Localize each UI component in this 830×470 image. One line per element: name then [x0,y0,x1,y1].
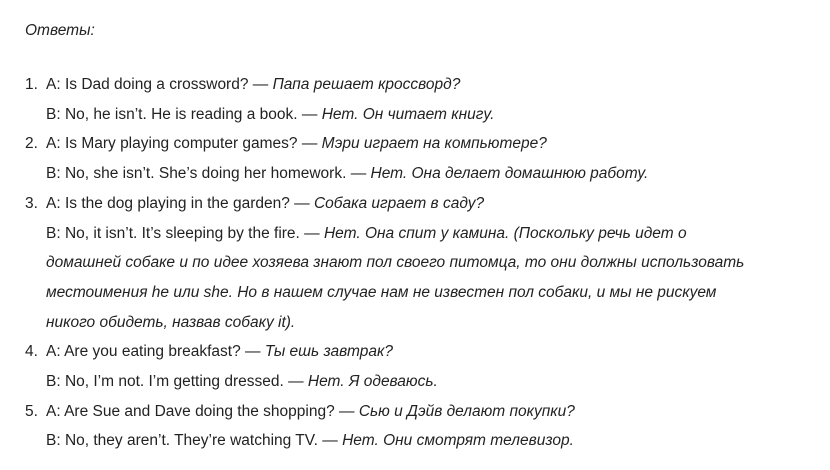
answer-ru: Нет. Он читает книгу. [321,105,495,123]
list-item [0,337,830,396]
item-number: 4. [25,343,38,361]
list-item [0,129,830,188]
answer-en: B: No, they aren’t. They’re watching TV. — [46,432,343,450]
answers-list [0,70,830,456]
item-number: 3. [25,194,38,212]
answers-heading: Ответы: [25,22,95,39]
item-number: 2. [25,135,38,153]
question-ru: Ты ешь завтрак? [264,343,393,361]
answer-en: B: No, I’m not. I’m getting dressed. — [46,373,308,391]
list-item [0,70,830,129]
question-en: A: Are you eating breakfast? — [46,343,265,361]
list-item [0,397,830,456]
list-item [0,189,830,338]
question-line [46,397,830,427]
question-ru: Папа решает кроссворд? [272,76,461,93]
answer-note-line: местоимения he или she. Но в нашем случае нам не известен пол собаки, и мы не рискуем [46,283,717,301]
question-line [46,129,830,159]
question-line [46,337,830,367]
question-en: A: Is Dad doing a crossword? — [46,76,273,93]
answer-note-line: никого обидеть, назвав собаку it). [46,313,296,331]
answer-line [46,219,830,249]
question-ru: Собака играет в саду? [313,194,485,212]
answer-en: B: No, she isn’t. She’s doing her homework. — [46,165,371,183]
question-en: A: Are Sue and Dave doing the shopping? — [46,402,359,420]
answer-ru: Нет. Она делает домашнюю работу. [370,165,649,183]
item-number: 5. [25,402,38,420]
question-ru: Сью и Дэйв делают покупки? [358,402,575,420]
answer-en: B: No, he isn’t. He is reading a book. — [46,105,322,123]
question-en: A: Is Mary playing computer games? — [46,135,322,153]
answer-ru: Нет. Я одеваюсь. [307,373,438,391]
question-en: A: Is the dog playing in the garden? — [46,194,314,212]
answer-line [46,426,830,456]
answer-line [46,367,830,397]
answer-line [46,159,830,189]
answer-ru: Нет. Они смотрят телевизор. [342,432,574,450]
answer-note-line: домашней собаке и по идее хозяева знают пол своего питомца, то они должны использовать [46,254,745,272]
item-number: 1. [25,76,38,93]
question-line [46,70,830,100]
answer-ru: Нет. Она спит у камина. (Поскольку речь идет о [323,224,687,242]
answer-line [46,100,830,130]
question-ru: Мэри играет на компьютере? [321,135,547,153]
answer-en: B: No, it isn’t. It’s sleeping by the fire. — [46,224,324,242]
question-line [46,189,830,219]
